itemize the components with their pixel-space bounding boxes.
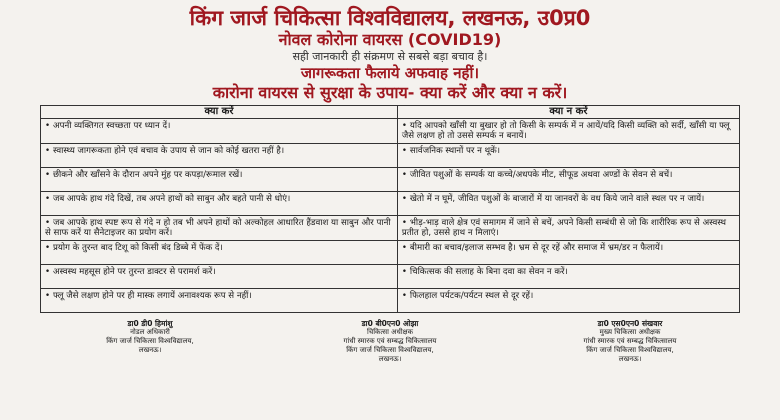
dont-cell <box>397 241 739 265</box>
do-text: स्वास्थ्य जागरूकता होने एवं बचाव के उपाय से जान को कोई खतरा नहीं है। <box>53 146 285 156</box>
table-row <box>41 289 740 313</box>
signatory-role: नोडल अधिकारी <box>130 328 170 336</box>
dont-text: चिकित्सक की सलाह के बिना दवा का सेवन न करें। <box>409 267 568 277</box>
awareness-slogan: जागरूकता फैलाये अफवाह नहीं। <box>300 64 480 82</box>
do-text: अस्वस्थ महसूस होने पर तुरन्त डाक्टर से परामर्श करें। <box>53 267 216 277</box>
do-cell <box>41 265 398 289</box>
poster-header <box>16 6 764 103</box>
bullet-icon: • <box>401 291 407 301</box>
do-text: अपनी व्यक्तिगत स्वच्छता पर ध्यान दें। <box>53 121 171 131</box>
dont-cell <box>397 216 739 241</box>
do-cell <box>41 216 398 241</box>
dont-text: बीमारी का बचाव/इलाज सम्भव है। भ्रम से दूर रहें और समाज में भ्रम/डर न फैलायें। <box>409 243 664 253</box>
dont-text: सार्वजनिक स्थानों पर न थूकें। <box>409 146 501 156</box>
dont-cell <box>397 168 739 192</box>
bullet-icon: • <box>45 170 51 180</box>
do-cell <box>41 192 398 216</box>
dont-text: यदि आपको खाँसी या बुखार हो तो किसी के सम्पर्क में न आयें/यदि किसी व्यक्ति को सर्दी, खाँसी या फ्लू जैसे लक्षण हो तो उससे सम्पर्क न बनायें। <box>401 121 730 141</box>
do-cell <box>41 241 398 265</box>
table-row <box>41 168 740 192</box>
bullet-icon: • <box>45 291 51 301</box>
signatory-org: गांधी स्मारक एवं सम्बद्ध चिकित्सालय <box>343 337 437 345</box>
dos-donts-table <box>40 105 740 313</box>
signatory-city: लखनऊ। <box>378 355 402 363</box>
do-text: प्रयोग के तुरन्त बाद टिशू को किसी बंद डिब्बे में फेंक दें। <box>53 243 223 253</box>
poster-title: नोवल कोरोना वायरस (COVID19) <box>278 30 502 49</box>
bullet-icon: • <box>401 267 407 277</box>
signatory-org: किंग जार्ज चिकित्सा विश्वविद्यालय, <box>106 337 194 345</box>
signatory-org-2: किंग जार्ज चिकित्सा विश्वविद्यालय, <box>346 346 434 354</box>
bullet-icon: • <box>401 218 407 228</box>
table-row <box>41 265 740 289</box>
table-row <box>41 192 740 216</box>
table-row <box>41 241 740 265</box>
signatory-city: लखनऊ। <box>618 355 642 363</box>
dont-cell <box>397 192 739 216</box>
bullet-icon: • <box>45 194 51 204</box>
signatory-role: मुख्य चिकित्सा अधीक्षक <box>599 328 661 336</box>
bullet-icon: • <box>401 170 407 180</box>
bullet-icon: • <box>45 243 51 253</box>
table-row <box>41 144 740 168</box>
bullet-icon: • <box>401 194 407 204</box>
bullet-icon: • <box>401 146 407 156</box>
bullet-icon: • <box>45 146 51 156</box>
signature-block <box>40 319 740 364</box>
do-text: जब आपके हाथ गंदे दिखें, तब अपने हाथों को साबुन और बहते पानी से धोएं। <box>53 194 291 204</box>
column-header-do: क्या करें <box>41 106 398 119</box>
do-cell <box>41 144 398 168</box>
do-text: छीकने और खाँसने के दौरान अपने मुंह पर कपड़ा/रूमाल रखें। <box>53 170 243 180</box>
table-subtitle: कारोना वायरस से सुरक्षा के उपाय- क्या करें और क्या न करें। <box>212 83 568 102</box>
signatory-city: लखनऊ। <box>138 346 162 354</box>
signatory-name: डा0 एस0एन0 संखवार <box>597 319 663 328</box>
dont-cell <box>397 119 739 144</box>
do-text: फ्लू जैसे लक्षण होने पर ही मास्क लगायें अनावश्यक रूप से नहीं। <box>53 291 252 301</box>
bullet-icon: • <box>45 121 51 131</box>
signatory-org: गांधी स्मारक एवं सम्बद्ध चिकित्सालय <box>583 337 677 345</box>
dont-text: जीवित पशुओं के सम्पर्क या कच्चे/अधपके मीट, सीफूड अथवा अण्डों के सेवन से बचें। <box>409 170 673 180</box>
dont-text: भीड़-भाड़ वाले क्षेत्र एवं समागम में जाने से बचें, अपने किसी सम्बंधी से जो कि शारीरिक रूप से अस्वस्थ प्रतीत हो, उससे हाथ न मिलाएं। <box>401 218 726 238</box>
bullet-icon: • <box>401 243 407 253</box>
dont-cell <box>397 289 739 313</box>
bullet-icon: • <box>45 218 51 228</box>
tagline: सही जानकारी ही संक्रमण से सबसे बड़ा बचाव है। <box>292 50 488 63</box>
signatory-org-2: किंग जार्ज चिकित्सा विश्वविद्यालय, <box>586 346 674 354</box>
signatory-role: चिकित्सा अधीक्षक <box>366 328 414 336</box>
signatory-name: डा0 बी0एन0 ओझा <box>361 319 419 328</box>
dont-text: खेतो में न घूमें, जीवित पशुओं के बाजारों में या जानवरों के वध किये जाने वाले स्थल पर न जायें। <box>409 194 705 204</box>
dont-cell <box>397 144 739 168</box>
table-row <box>41 119 740 144</box>
bullet-icon: • <box>45 267 51 277</box>
dont-text: फिलहाल पर्यटक/पर्यटन स्थल से दूर रहें। <box>409 291 534 301</box>
signature-2 <box>280 319 500 364</box>
signature-1 <box>40 319 260 364</box>
column-header-dont: क्या न करें <box>397 106 739 119</box>
bullet-icon: • <box>401 121 407 131</box>
signature-3 <box>520 319 740 364</box>
do-cell <box>41 119 398 144</box>
do-text: जब आपके हाथ स्पष्ट रूप से गंदे न हो तब भी अपने हाथों को अल्कोहल आधारित हैंडवाश या साबुन और पानी से साफ करें या सैनेटाइजर का प्रयोग करें। <box>45 218 391 238</box>
do-cell <box>41 168 398 192</box>
table-row <box>41 216 740 241</box>
university-name: किंग जार्ज चिकित्सा विश्वविद्यालय, लखनऊ, उ0प्र0 <box>189 6 591 30</box>
dont-cell <box>397 265 739 289</box>
do-cell <box>41 289 398 313</box>
signatory-name: डा0 डी0 हिमांशु <box>127 319 173 328</box>
